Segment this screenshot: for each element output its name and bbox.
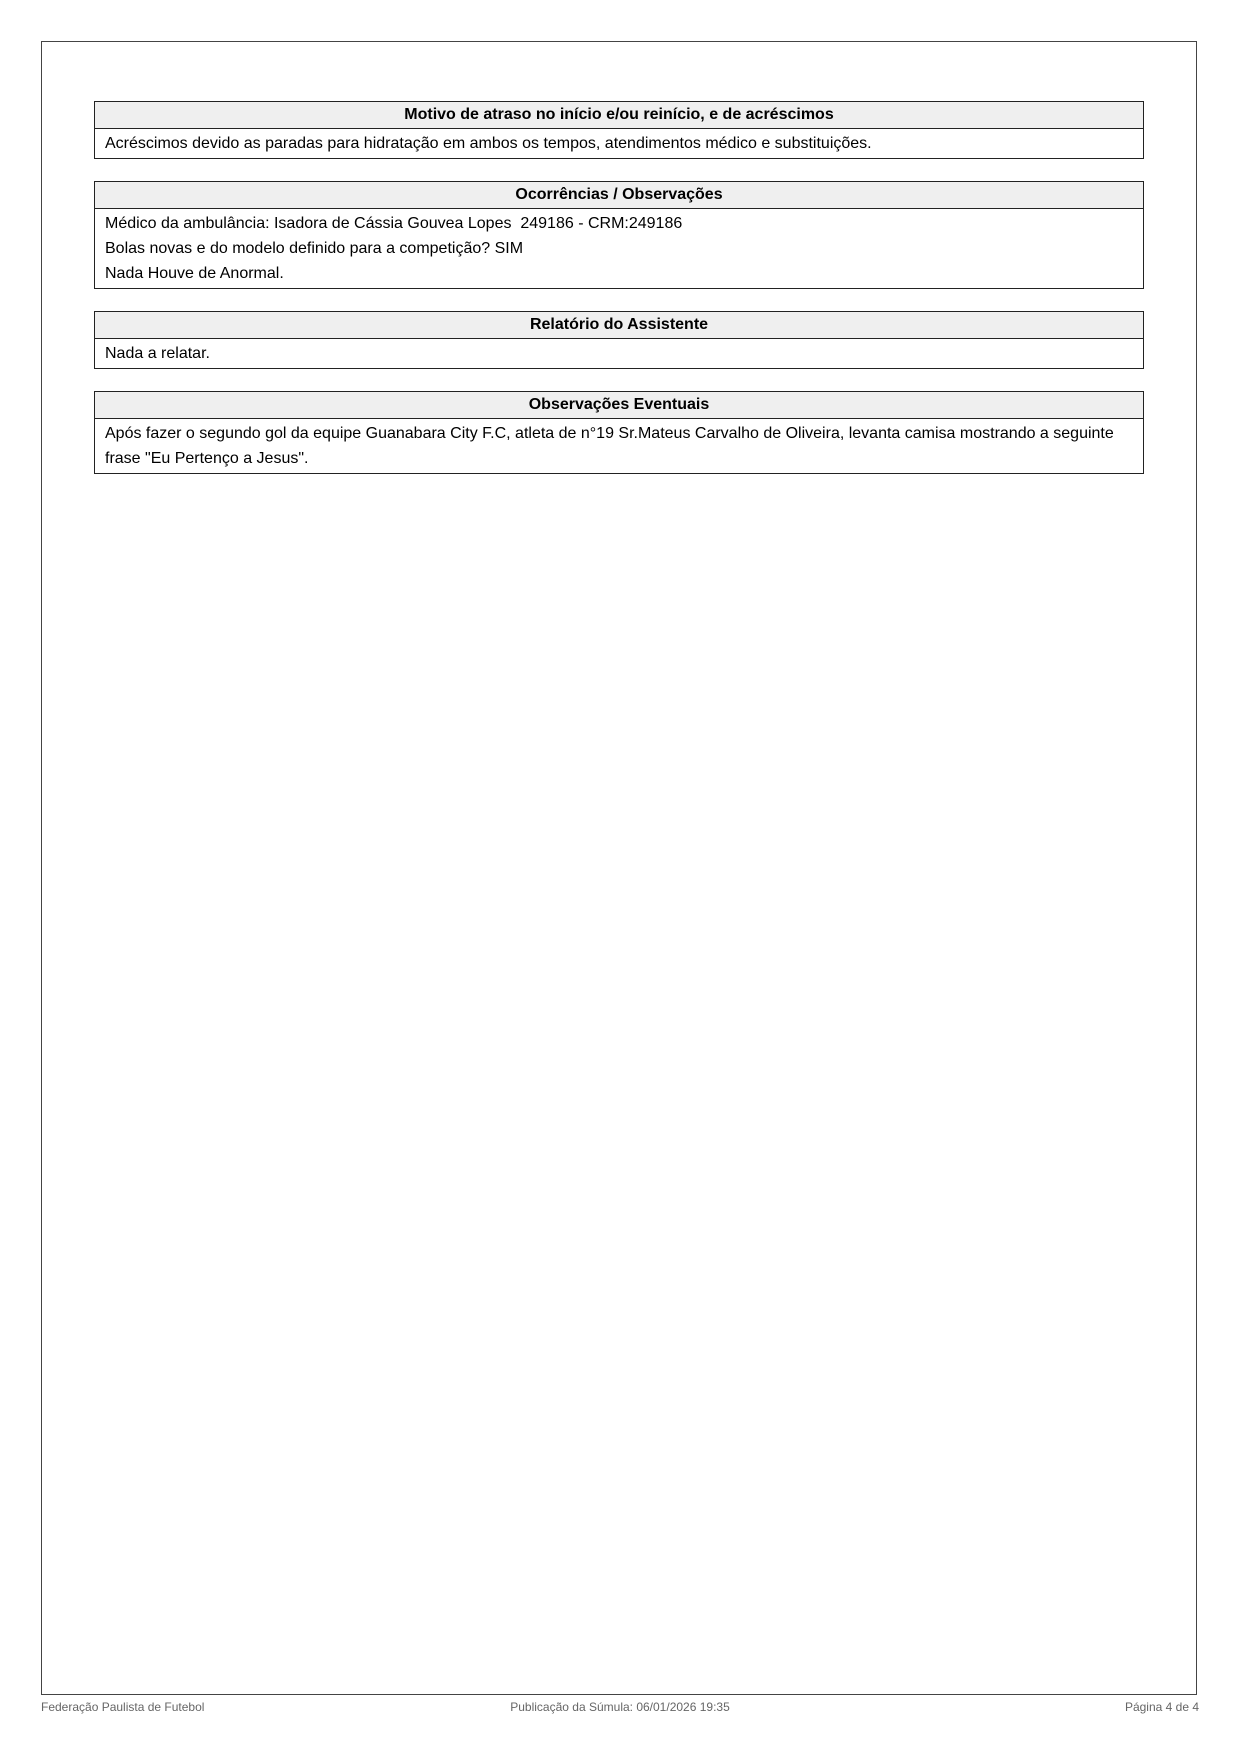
section-title: Observações Eventuais [95, 392, 1143, 419]
section-text-line: Bolas novas e do modelo definido para a competição? SIM [105, 240, 524, 257]
section-eventual-observations [94, 391, 1144, 474]
page-border [41, 41, 1197, 1695]
section-text-line: Após fazer o segundo gol da equipe Guanabara City F.C, atleta de n°19 Sr.Mateus Carvalho de Oliveira, levanta camisa mostrando a seguinte frase "Eu Pertenço a Jesus". [105, 425, 1119, 467]
section-text-line: Acréscimos devido as paradas para hidratação em ambos os tempos, atendimentos médico e substituições. [105, 135, 872, 152]
footer-organization: Federação Paulista de Futebol [41, 1700, 205, 1714]
section-title: Relatório do Assistente [95, 312, 1143, 339]
section-text-line: Médico da ambulância: Isadora de Cássia Gouvea Lopes 249186 - CRM:249186 [105, 215, 683, 232]
footer-page-number: Página 4 de 4 [1124, 1700, 1199, 1714]
section-body [95, 209, 1143, 288]
section-title: Ocorrências / Observações [95, 182, 1143, 209]
footer-publication-date: Publicação da Súmula: 06/01/2026 19:35 [510, 1700, 730, 1714]
section-body [95, 129, 1143, 158]
section-delay-reason [94, 101, 1144, 159]
section-occurrences [94, 181, 1144, 289]
section-assistant-report [94, 311, 1144, 369]
section-text-line: Nada a relatar. [105, 345, 210, 362]
section-body [95, 419, 1143, 473]
section-text-line: Nada Houve de Anormal. [105, 265, 284, 282]
section-body [95, 339, 1143, 368]
section-title: Motivo de atraso no início e/ou reinício, e de acréscimos [95, 102, 1143, 129]
